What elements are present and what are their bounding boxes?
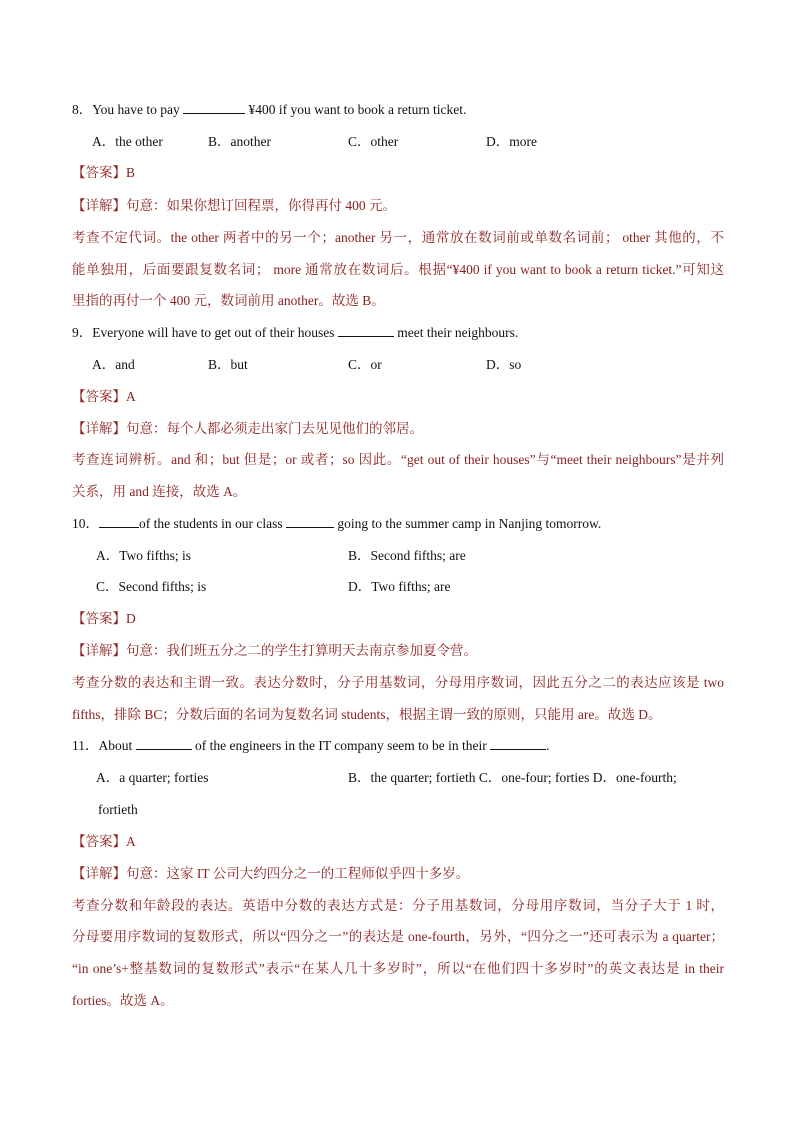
detail-line <box>72 419 724 439</box>
answer-label: 【答案】 <box>72 611 126 626</box>
detail-label: 【详解】 <box>72 866 126 881</box>
question-11-stem <box>72 736 550 756</box>
answer-value: A <box>126 834 136 849</box>
explanation-line: 能单独用，后面要跟复数名词； more 通常放在数词后。根据“¥400 if you want to book a return ticket.”可知这 <box>72 262 724 277</box>
explanation-line: 考查不定代词。the other 两者中的另一个；another 另一，通常放在数词前或单数名词前； other 其他的，不 <box>72 230 724 245</box>
question-8-stem <box>72 100 466 120</box>
answer-line <box>72 609 724 629</box>
question-10-options-row1 <box>96 546 696 566</box>
answer-blank <box>286 515 334 528</box>
option-a: A．a quarter; forties <box>96 770 209 785</box>
question-number: 11． <box>72 738 99 753</box>
detail-text: 句意：这家 IT 公司大约四分之一的工程师似乎四十多岁。 <box>126 866 470 881</box>
question-9-options <box>92 355 692 375</box>
option-a: A．Two fifths; is <box>96 548 192 563</box>
answer-blank <box>136 737 192 750</box>
option-b: B．another <box>208 134 271 149</box>
option-a: A．and <box>92 357 135 372</box>
detail-line <box>72 864 724 884</box>
explanation-line: 考查连词辨析。and 和；but 但是；or 或者；so 因此。“get out of their houses”与“meet their neighbours”是并列 <box>72 452 724 467</box>
answer-label: 【答案】 <box>72 834 126 849</box>
option-b: B．Second fifths; are <box>348 548 466 563</box>
question-11-options-row2 <box>98 800 398 820</box>
answer-label: 【答案】 <box>72 389 126 404</box>
option-bcd: B．the quarter; fortieth C．one-four; forties D．one-fourth; <box>348 770 677 785</box>
detail-text: 句意：每个人都必须走出家门去见见他们的邻居。 <box>126 421 423 436</box>
answer-blank <box>490 737 546 750</box>
explanation-line: forties。故选 A。 <box>72 993 174 1008</box>
question-10-stem <box>72 514 601 534</box>
stem-text: going to the summer camp in Nanjing tomorrow. <box>337 516 602 531</box>
explanation-line: “in one’s+整基数词的复数形式”表示“在某人几十多岁时”，所以“在他们四十多岁时”的英文表达是 in their <box>72 961 724 976</box>
explanation-line: 关系，用 and 连接，故选 A。 <box>72 484 247 499</box>
explanation-line: 分母要用序数词的复数形式，所以“四分之一”的表达是 one-fourth，另外，“四分之一”还可表示为 a quarter； <box>72 929 724 944</box>
stem-text: Everyone will have to get out of their houses <box>92 325 335 340</box>
question-10-options-row2 <box>96 577 696 597</box>
option-c: C．other <box>348 134 399 149</box>
option-a: A．the other <box>92 134 163 149</box>
option-c: C．or <box>348 357 382 372</box>
option-d-continued: fortieth <box>98 802 138 817</box>
question-11-options-row1 <box>96 768 726 788</box>
option-d: D．so <box>486 357 522 372</box>
question-number: 8． <box>72 102 93 117</box>
detail-text: 句意：如果你想订回程票，你得再付 400 元。 <box>126 198 396 213</box>
question-9-stem <box>72 323 518 343</box>
answer-value: A <box>126 389 136 404</box>
answer-blank <box>99 515 139 528</box>
detail-text: 句意：我们班五分之二的学生打算明天去南京参加夏令营。 <box>126 643 477 658</box>
detail-label: 【详解】 <box>72 198 126 213</box>
detail-line <box>72 641 724 661</box>
stem-text: of the students in our class <box>139 516 283 531</box>
question-8-options <box>92 132 692 152</box>
detail-line <box>72 196 724 216</box>
stem-text: About <box>98 738 133 753</box>
explanation-line: 考查分数和年龄段的表达。英语中分数的表达方式是：分子用基数词，分母用序数词，当分子大于 1 时， <box>72 898 724 913</box>
stem-text: of the engineers in the IT company seem to be in their <box>195 738 487 753</box>
answer-value: B <box>126 165 136 180</box>
option-c: C．Second fifths; is <box>96 579 207 594</box>
explanation-line: 里指的再付一个 400 元，数词前用 another。故选 B。 <box>72 293 385 308</box>
answer-value: D <box>126 611 136 626</box>
stem-text: ¥400 if you want to book a return ticket. <box>248 102 467 117</box>
option-b: B．but <box>208 357 248 372</box>
question-number: 9． <box>72 325 93 340</box>
question-number: 10． <box>72 516 99 531</box>
answer-blank <box>183 101 245 114</box>
option-d: D．Two fifths; are <box>348 579 451 594</box>
option-d: D．more <box>486 134 537 149</box>
stem-text: You have to pay <box>92 102 180 117</box>
answer-label: 【答案】 <box>72 165 126 180</box>
detail-label: 【详解】 <box>72 421 126 436</box>
answer-line <box>72 387 724 407</box>
answer-line <box>72 832 724 852</box>
explanation-line: fifths，排除 BC；分数后面的名词为复数名词 students，根据主谓一致的原则，只能用 are。故选 D。 <box>72 707 662 722</box>
stem-text: . <box>546 738 550 753</box>
stem-text: meet their neighbours. <box>397 325 519 340</box>
detail-label: 【详解】 <box>72 643 126 658</box>
explanation-line: 考查分数的表达和主谓一致。表达分数时，分子用基数词，分母用序数词，因此五分之二的表达应该是 two <box>72 675 724 690</box>
answer-blank <box>338 324 394 337</box>
answer-line <box>72 163 724 183</box>
